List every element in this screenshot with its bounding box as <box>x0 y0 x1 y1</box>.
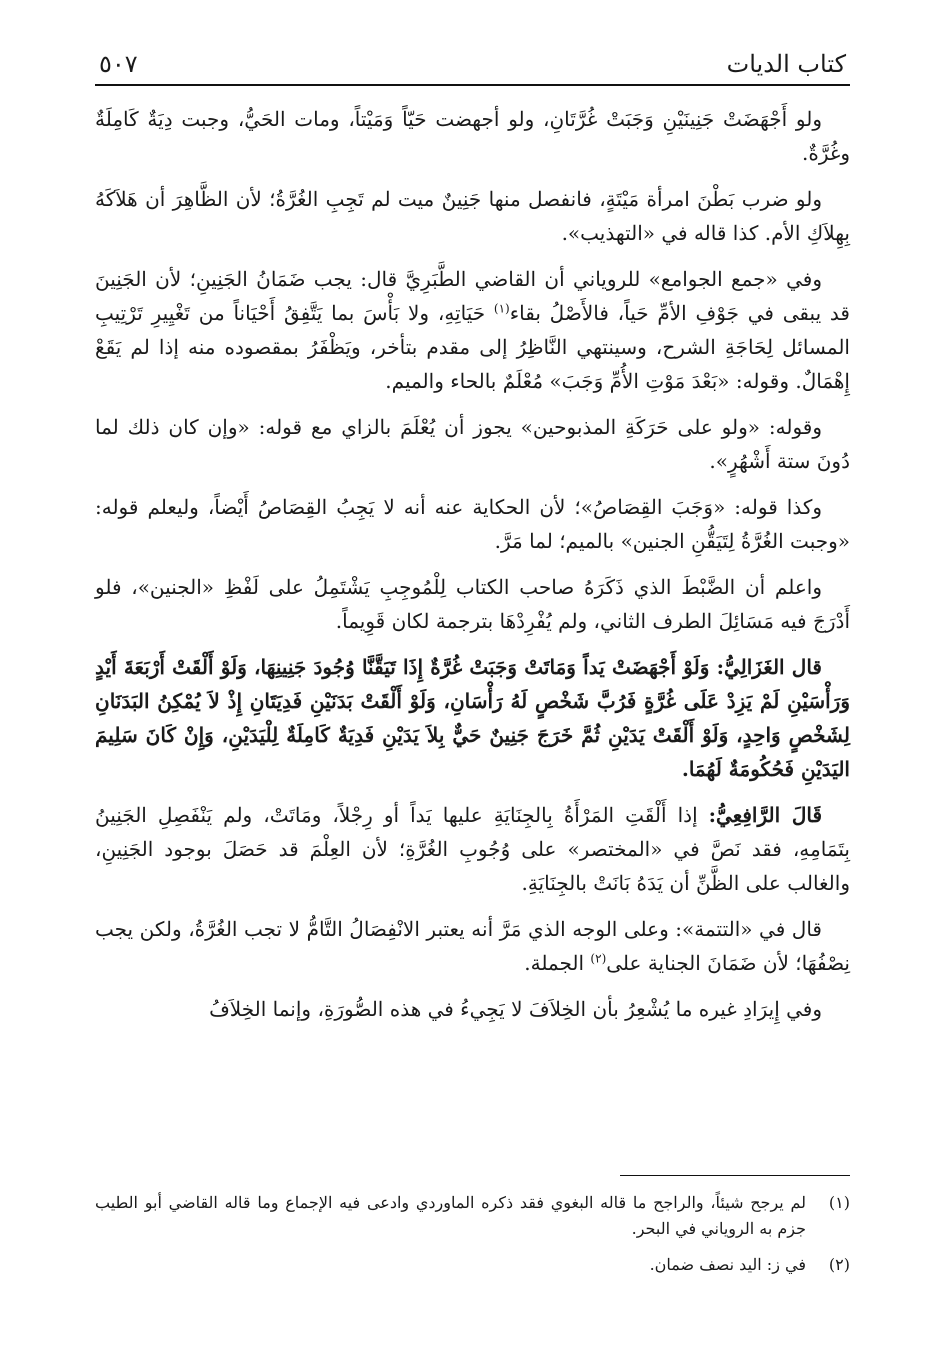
footnote-ref-2: (٢) <box>590 951 607 966</box>
paragraph-last: وفي إِيرَادِ غيره ما يُشْعِرُ بأن الخِلاَفَ لا يَجِيءُ في هذه الصُّورَةِ، وإنما الخِلاَفُ <box>209 997 822 1021</box>
page-number: ٥٠٧ <box>99 50 138 78</box>
paragraph-3-part-1: وفي «جمع الجوامع» للروياني أن القاضي الطَّبَرِيَّ قال: يجب ضَمَانُ الجَنِينِ؛ لأن الجَنِينَ قد يبقى في جَوْفِ الأمِّ حَياً، فالأَصْلُ بقاء <box>95 267 850 325</box>
footnote-divider <box>620 1175 850 1176</box>
footnote-2 <box>95 1252 850 1278</box>
tatimma-part-2: الجملة. <box>524 951 585 975</box>
page <box>95 40 850 1350</box>
running-head <box>95 40 850 86</box>
footnote-marker: (٢) <box>828 1255 850 1274</box>
tatimma-part-1: قال في «التتمة»: وعلى الوجه الذي مَرَّ أنه يعتبر الانْفِصَالُ التَّامُّ لا تجب الغُرَّةُ، ولكن يجب نِصْفُهَا؛ لأن ضَمَانَ الجناية على <box>95 917 850 975</box>
paragraph-3 <box>95 262 850 398</box>
paragraph-tatimma <box>95 912 850 980</box>
rafii-commentary <box>95 798 850 900</box>
rafii-lead: قَالَ الرَّافِعِيُّ: <box>708 803 823 827</box>
footnote-text: في ز: اليد نصف ضمان. <box>649 1255 806 1274</box>
paragraph-3-part-2: حَيَاتِهِ، ولا بَأْسَ بما يَتَّفِقُ أَحْيَاناً من تَغْيِيرِ تَرْتِيبِ المسائل لِحَاجَةِ الشرح، وسينتهي النَّاظِرُ إلى مقدم بتأخر، ويَظْفَرُ بمقصوده منه إذا لم يَقَعْ إِهْمَالٌ. وقوله: «بَعْدَ مَوْتِ الأُمِّ وَجَبَ» مُعْلَمٌ بالحاء والميم. <box>95 301 850 393</box>
body-text <box>95 102 850 1026</box>
footnotes <box>95 1175 850 1288</box>
chapter-title: كتاب الديات <box>726 50 846 78</box>
ghazali-quote: قال الغَزَالِيُّ: وَلَوْ أَجْهَضَتْ يَداً وَمَاتَتْ وَجَبَتْ غُرَّةٌ إِذَا تَيَقَّنَّا وُجُودَ جَنِينِهَا، وَلَوْ أَلْقَتْ أَرْبَعَةَ أَيْدٍ وَرَأْسَيْنِ لَمْ يَزِدْ عَلَى غُرَّةٍ فَرُبَّ شَخْصٍ لَهُ رَأْسَانِ، وَلَوْ أَلْقَتْ بَدَنَيْنِ فَدِيَتَانِ إِذْ لاَ يُمْكِنُ البَدَنَانِ لِشَخْصٍ وَاحِدٍ، وَلَوْ أَلْقَتْ يَدَيْنِ ثُمَّ خَرَجَ جَنِينٌ حَيٌّ بِلاَ يَدَيْنِ فَدِيَةٌ كَامِلَةٌ لِلْيَدَيْنِ، وَإِنْ كَانَ سَلِيمَ اليَدَيْنِ فَحُكُومَةٌ لَهُمَا. <box>95 655 850 781</box>
footnote-text: لم يرجح شيئاً، والراجح ما قاله البغوي فقد ذكره الماوردي وادعى فيه الإجماع وما قاله القاضي أبو الطيب جزم به الروياني في البحر. <box>95 1193 806 1238</box>
paragraph-2: ولو ضرب بَطْنَ امرأة مَيْتَةٍ، فانفصل منها جَنِينٌ ميت لم تَجِبِ الغُرَّةُ؛ لأن الظَّاهِرَ أن هَلاَكَهُ بِهِلاَكِ الأم. كذا قاله في «التهذيب». <box>95 187 850 245</box>
rafii-text: إذا أَلْقَتِ المَرْأَةُ بِالجِنَايَةِ عليها يَداً أو رِجْلاً، ومَاتَتْ، ولم يَنْفَصِلِ الجَنِينُ بِتَمَامِهِ، فقد نَصَّ في «المختصر» على وُجُوبِ الغُرَّةِ؛ لأن العِلْمَ قد حَصَلَ بوجود الجَنِينِ، والغالب على الظَّنِّ أن يَدَهُ بَانَتْ بالجِنَايَةِ. <box>95 803 850 895</box>
paragraph-4: وقوله: «ولو على حَرَكَةِ المذبوحين» يجوز أن يُعْلَمَ بالزاي مع قوله: «وإن كان ذلك لما دُونَ ستة أَشْهُرٍ». <box>95 415 850 473</box>
paragraph-1: ولو أَجْهَضَتْ جَنِينَيْنِ وَجَبَتْ غُرَّتَانِ، ولو أجهضت حَيّاً وَمَيْتاً، ومات الحَيُّ، وجبت دِيَةٌ كَامِلَةٌ وغُرَّةٌ. <box>95 107 850 165</box>
footnote-marker: (١) <box>828 1193 850 1212</box>
footnote-ref-1: (١) <box>493 301 510 316</box>
paragraph-5: وكذا قوله: «وَجَبَ القِصَاصُ»؛ لأن الحكاية عنه أنه لا يَجِبُ القِصَاصُ أَيْضاً، وليعلم قوله: «وجبت الغُرَّةُ لِتَيَقُّنِ الجنين» بالميم؛ لما مَرَّ. <box>95 495 850 553</box>
paragraph-6: واعلم أن الضَّبْطَ الذي ذَكَرَهُ صاحب الكتاب لِلْمُوجِبِ يَشْتَمِلُ على لَفْظِ «الجنين»، فلو أَدْرَجَ فيه مَسَائِلَ الطرف الثاني، ولم يُفْرِدْهَا بترجمة لكان قَوِيماً. <box>95 575 850 633</box>
footnote-1 <box>95 1190 850 1242</box>
